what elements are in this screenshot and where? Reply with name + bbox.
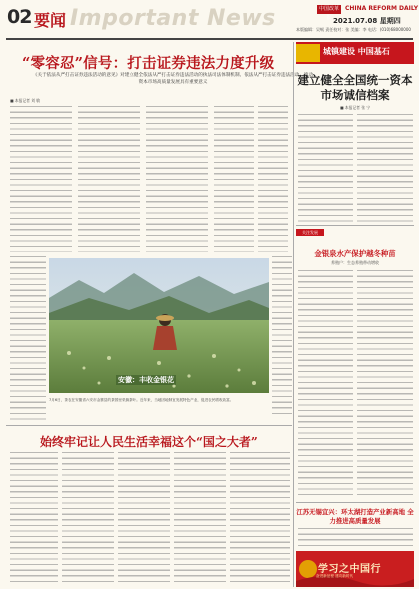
right-divider-1: [296, 225, 414, 226]
second-body-column-4: [174, 452, 226, 586]
right-body-2b: [357, 270, 413, 498]
right-headline-2[interactable]: 金银泉水产保护越冬种苗: [314, 249, 396, 258]
second-body-column-3: [118, 452, 170, 586]
lead-body-column-7: [272, 256, 292, 416]
lead-body-column-1: [10, 106, 72, 252]
ad-title: 学习之中国行: [318, 564, 381, 575]
section-title: 要闻: [34, 11, 67, 30]
ad-subtitle: 奋进新征程 建功新时代: [316, 574, 354, 578]
lead-headline[interactable]: “零容忍”信号：打击证券违法力度升级: [22, 55, 275, 72]
news-photo[interactable]: [49, 258, 269, 393]
second-headline[interactable]: 始终牢记让人民生活幸福这个“国之大者”: [40, 435, 258, 449]
lead-body-column-2: [10, 256, 46, 420]
tea-field-image: [49, 258, 269, 393]
section-divider: [6, 425, 292, 426]
column-divider: [293, 42, 294, 587]
second-body-column-1: [10, 452, 58, 586]
lead-body-column-3: [78, 106, 140, 252]
right-body-3: [298, 528, 413, 548]
right-divider-2: [296, 502, 414, 503]
editor-info: 本版编辑：吴岷 责任校对：张 美编：李 电话：(010)68000000: [296, 27, 411, 32]
section-watermark: Important News: [70, 6, 276, 31]
right-body-2a: [298, 270, 353, 498]
issue-date: 2021.07.08 星期四: [333, 17, 401, 25]
second-body-column-2: [62, 452, 114, 586]
masthead-english: CHINA REFORM DAILY: [345, 5, 419, 12]
lead-body-column-6: [258, 106, 288, 252]
right-body-1b: [357, 114, 413, 222]
photo-caption: 7月6日，茶农在安徽省六安市金寨县的茶园里采摘茶叶。近年来，当地因地制宜发展特色产业，促进农民增收致富。: [49, 398, 234, 402]
page-header: [0, 0, 419, 38]
lead-body-column-5: [214, 106, 254, 252]
header-rule: [6, 38, 413, 40]
page-number: 02: [7, 6, 32, 28]
right-body-1a: [298, 114, 353, 222]
right-byline-1: ■ 本报记者 张 宁: [340, 105, 370, 110]
lead-body-column-4: [146, 106, 208, 252]
right-headline-1[interactable]: 建立健全全国统一资本市场诚信档案: [297, 73, 413, 102]
lead-byline: ■ 本报记者 刘 敏: [10, 98, 40, 103]
photo-overlay-title: 安徽：丰收金银花: [118, 376, 174, 384]
second-body-column-5: [230, 452, 290, 586]
right-subhead-2: 养殖户：生态养殖带动增收: [331, 260, 379, 265]
lead-subheadline: 《关于依法从严打击证券违法活动的意见》对建立健全依法从严打击证券违法活动的执法司法体制机制、依法从严打击证券违法活动、推动资本市场高质量发展具有重要意义: [32, 73, 314, 85]
banner-title: 城镇建设 中国基石: [323, 47, 390, 56]
masthead-logo: 中国改革报: [318, 6, 339, 21]
banner-badge: [296, 44, 320, 62]
right-headline-3[interactable]: 江苏无锡宜兴：环太湖打造产业新高地 全力推进高质量发展: [296, 508, 414, 525]
section-tag: 关注发展: [296, 229, 324, 236]
